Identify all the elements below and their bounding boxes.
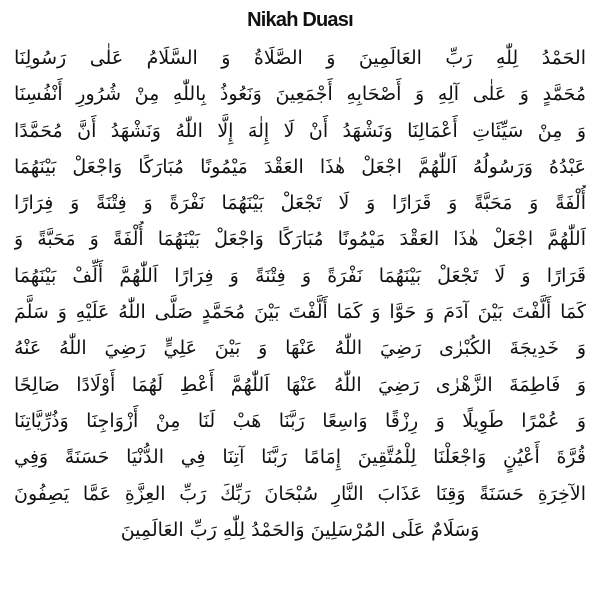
dua-line-12: قُرَّةَ أَعْيُنٍ وَاجْعَلْنَا لِلْمُتَّقِينَ إِمَامًا رَبَّنَا آتِنَا فِي الدُّنْيَا حَسَنَةً وَفِي xyxy=(14,446,586,469)
dua-line-4: عَبْدُهُ وَرَسُولُهُ اَللّٰهُمَّ اجْعَلْ هٰذَا العَقْدَ مَيْمُونًا مُبَارَكًا وَاجْعَلْ بَيْنَهُمَا xyxy=(14,155,586,178)
dua-line-6: اَللّٰهُمَّ اجْعَلْ هٰذَا العَقْدَ مَيْمُونًا مُبَارَكًا وَاجْعَلْ بَيْنَهُمَا أُلْفَةً وَ مَحَبَّةً وَ xyxy=(14,228,586,251)
dua-line-10: وَ فَاطِمَةَ الزَّهْرٰى رَضِيَ اللّٰهُ عَنْهَا اَللّٰهُمَّ أَعْطِ لَهُمَا أَوْلَادًا صَالِحًا xyxy=(14,373,586,396)
dua-line-13: الآخِرَةِ حَسَنَةً وَقِنَا عَذَابَ النَّارِ سُبْحَانَ رَبِّكَ رَبِّ العِزَّةِ عَمَّا يَصِفُونَ xyxy=(14,482,586,505)
page-title: Nikah Duası xyxy=(247,9,353,31)
dua-line-1: الحَمْدُ لِلّٰهِ رَبِّ العَالَمِينَ وَ الصَّلَاةُ وَ السَّلَامُ عَلٰى رَسُولِنَا xyxy=(14,47,586,69)
dua-line-8: كَمَا أَلَّفْتَ بَيْنَ آدَمَ وَ حَوَّا وَ كَمَا أَلَّفْتَ بَيْنَ مُحَمَّدٍ صَلَّى اللّٰهُ عَلَيْهِ وَ سَلَّمَ xyxy=(14,301,586,324)
dua-line-2: مُحَمَّدٍ وَ عَلٰى آلِهِ وَ أَصْحَابِهِ أَجْمَعِينَ وَنَعُوذُ بِاللّٰهِ مِنْ شُرُورِ أَنْفُسِنَا xyxy=(14,83,586,106)
dua-text-block xyxy=(14,40,586,548)
dua-line-5: أُلْفَةً وَ مَحَبَّةً وَ قَرَارًا وَ لَا تَجْعَلْ بَيْنَهُمَا نَفْرَةً وَ فِتْنَةً وَ فِرَارًا xyxy=(14,192,586,215)
dua-line-11: وَ عُمْرًا طَوِيلًا وَ رِزْقًا وَاسِعًا رَبَّنَا هَبْ لَنَا مِنْ أَزْوَاجِنَا وَذُرِّيَّاتِنَا xyxy=(14,409,586,432)
dua-line-3: وَ مِنْ سَيِّئَاتِ أَعْمَالِنَا وَنَشْهَدُ أَنْ لَا إِلٰهَ إِلَّا اللّٰهُ وَنَشْهَدُ أَنَّ مُحَمَّدًا xyxy=(14,119,586,142)
dua-line-14: وَسَلَامٌ عَلَى المُرْسَلِينَ وَالحَمْدُ لِلّٰهِ رَبِّ العَالَمِينَ xyxy=(120,518,480,541)
dua-line-7: قَرَارًا وَ لَا تَجْعَلْ بَيْنَهُمَا نَفْرَةً وَ فِتْنَةً وَ فِرَارًا اَللّٰهُمَّ أَلِّفْ بَيْنَهُمَا xyxy=(14,264,586,287)
dua-line-9: وَ خَدِيجَةَ الكُبْرٰى رَضِيَ اللّٰهُ عَنْهَا وَ بَيْنَ عَلِيٍّ رَضِيَ اللّٰهُ عَنْهُ xyxy=(14,337,586,360)
